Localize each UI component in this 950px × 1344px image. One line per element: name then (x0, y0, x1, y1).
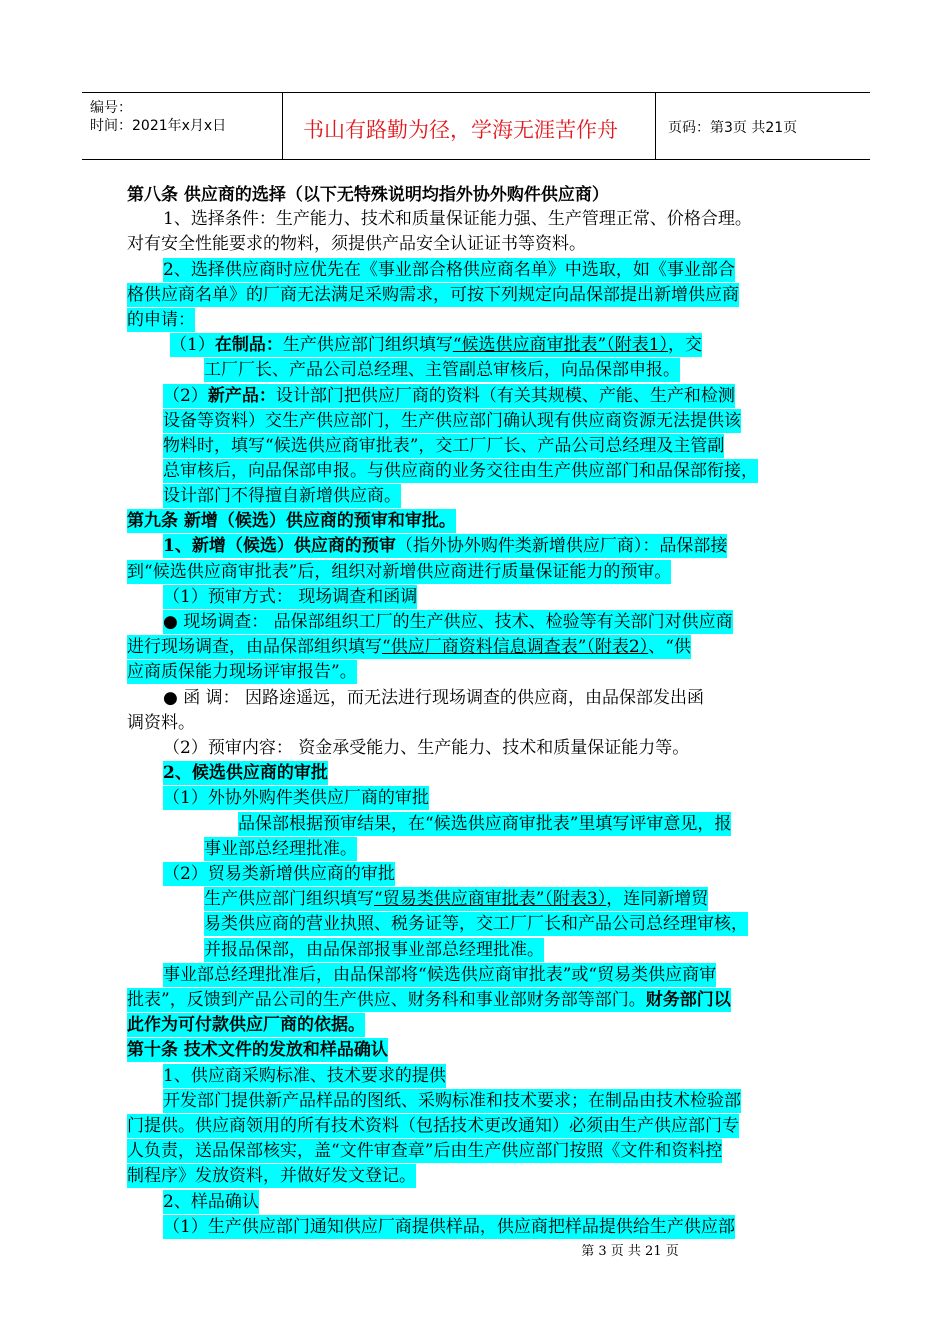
paragraph-line (163, 534, 727, 558)
number-label: 编号： (90, 100, 132, 116)
paragraph-line: 品保部根据预审结果，在“候选供应商审批表”里填写评审意见，报 (238, 814, 732, 834)
inline-text: ，连同新增贸 (606, 889, 709, 909)
paragraph-line: （2）贸易类新增供应商的审批 (163, 864, 395, 884)
article-10-heading: 第十条 技术文件的发放和样品确认 (127, 1040, 388, 1060)
inline-text: 设计部门把供应厂商的资料（有关其规模、产能、生产和检测 (275, 386, 735, 406)
paragraph-line: （1）生产供应部门通知供应厂商提供样品，供应商把样品提供给生产供应部 (163, 1217, 735, 1237)
document-header (82, 92, 870, 160)
paragraph-line: 事业部总经理批准。 (204, 839, 357, 859)
inline-text: 进行现场调查，由品保部组织填写 (127, 637, 382, 657)
header-meta-cell (82, 93, 283, 159)
inline-text: 生产供应部门组织填写 (282, 335, 453, 355)
paragraph-line: 工厂厂长、产品公司总经理、主管副总审核后，向品保部申报。 (204, 360, 680, 380)
bold-term: 财务部门以 (645, 990, 731, 1010)
paragraph-line: 人负责，送品保部核实，盖“文件审查章”后由生产供应部门按照《文件和资料控 (127, 1141, 723, 1161)
paragraph-line (170, 333, 702, 357)
paragraph-line: 设计部门不得擅自新增供应商。 (163, 486, 401, 506)
paragraph-line: ● 现场调查： 品保部组织工厂的生产供应、技术、检验等有关部门对供应商 (163, 612, 733, 632)
article-9-heading: 第九条 新增（候选）供应商的预审和审批。 (127, 511, 456, 531)
paragraph-line (163, 384, 735, 408)
paragraph-line: 调资料。 (127, 713, 195, 733)
inline-text: 、“供 (648, 637, 691, 657)
paragraph-line: 制程序》发放资料，并做好发文登记。 (127, 1166, 416, 1186)
paragraph-line: 的申请： (127, 310, 195, 330)
paragraph-line: 此作为可付款供应厂商的依据。 (127, 1015, 365, 1035)
paragraph-line: 到“候选供应商审批表”后，组织对新增供应商进行质量保证能力的预审。 (127, 562, 672, 582)
paragraph-line: 门提供。供应商领用的所有技术资料（包括技术更改通知）必须由生产供应部门专 (127, 1116, 739, 1136)
paragraph-line (127, 988, 731, 1012)
inline-text: （指外协外购件类新增供应厂商）：品保部接 (395, 536, 728, 556)
paragraph-line: 并报品保部，由品保部报事业部总经理批准。 (204, 940, 544, 960)
paragraph-line: （2）预审内容： 资金承受能力、生产能力、技术和质量保证能力等。 (163, 738, 690, 758)
page-footer (0, 1240, 950, 1259)
form-reference: “贸易类供应商审批表”（附表3） (374, 889, 607, 909)
header-motto-cell (283, 93, 656, 159)
paragraph-line: 对有安全性能要求的物料，须提供产品安全认证证书等资料。 (127, 234, 586, 254)
inline-text: ，交 (668, 335, 703, 355)
header-page-cell (656, 93, 870, 159)
paragraph-line: 设备等资料）交生产供应部门，生产供应部门确认现有供应商资源无法提供该 (163, 411, 741, 431)
inline-text: 生产供应部门组织填写 (204, 889, 374, 909)
paragraph-line: 事业部总经理批准后，由品保部将“候选供应商审批表”或“贸易类供应商审 (163, 965, 717, 985)
article-8-heading: 第八条 供应商的选择（以下无特殊说明均指外协外购件供应商） (127, 185, 609, 205)
paragraph-line: （1）预审方式： 现场调查和函调 (163, 587, 418, 607)
paragraph-line: 格供应商名单》的厂商无法满足采购需求，可按下列规定向品保部提出新增供应商 (127, 285, 739, 305)
footer-page-number: 第 3 页 共 21 页 (581, 1244, 679, 1259)
form-reference: “供应厂商资料信息调查表”（附表2） (382, 637, 649, 657)
time-label: 时间：2021年x月x日 (90, 118, 227, 134)
bold-term: 在制品： (214, 335, 283, 355)
paragraph-line: 2、选择供应商时应优先在《事业部合格供应商名单》中选取，如《事业部合 (163, 260, 735, 280)
paragraph-line: 物料时，填写“候选供应商审批表”，交工厂厂长、产品公司总经理及主管副 (163, 436, 725, 456)
paragraph-line: 总审核后，向品保部申报。与供应商的业务交往由生产供应部门和品保部衔接， (163, 461, 758, 481)
motto: 书山有路勤为径，学海无涯苦作舟 (303, 118, 618, 142)
paragraph-line: 1、选择条件：生产能力、技术和质量保证能力强、生产管理正常、价格合理。 (163, 209, 752, 229)
form-reference: “候选供应商审批表”（附表1） (452, 335, 669, 355)
paragraph-line: ● 函 调： 因路途遥远，而无法进行现场调查的供应商，由品保部发出函 (163, 688, 705, 708)
paragraph-line: 应商质保能力现场评审报告”。 (127, 662, 357, 682)
paragraph-line: 2、样品确认 (163, 1192, 259, 1212)
paragraph-line: 易类供应商的营业执照、税务证等，交工厂厂长和产品公司总经理审核， (204, 914, 748, 934)
item-number: （2） (163, 386, 208, 406)
bold-term: 1、新增（候选）供应商的预审 (163, 536, 396, 556)
page-info: 页码：第3页 共21页 (668, 120, 798, 136)
inline-text: 批表”，反馈到产品公司的生产供应、财务科和事业部财务部等部门。 (127, 990, 646, 1010)
paragraph-line (127, 635, 691, 659)
paragraph-line: 开发部门提供新产品样品的图纸、采购标准和技术要求；在制品由技术检验部 (163, 1091, 741, 1111)
paragraph-line: （1）外协外购件类供应厂商的审批 (163, 788, 429, 808)
paragraph-line: 1、供应商采购标准、技术要求的提供 (163, 1066, 446, 1086)
paragraph-line (204, 887, 708, 911)
subsection-heading: 2、候选供应商的审批 (163, 763, 328, 783)
item-number: （1） (170, 335, 215, 355)
bold-term: 新产品： (207, 386, 276, 406)
